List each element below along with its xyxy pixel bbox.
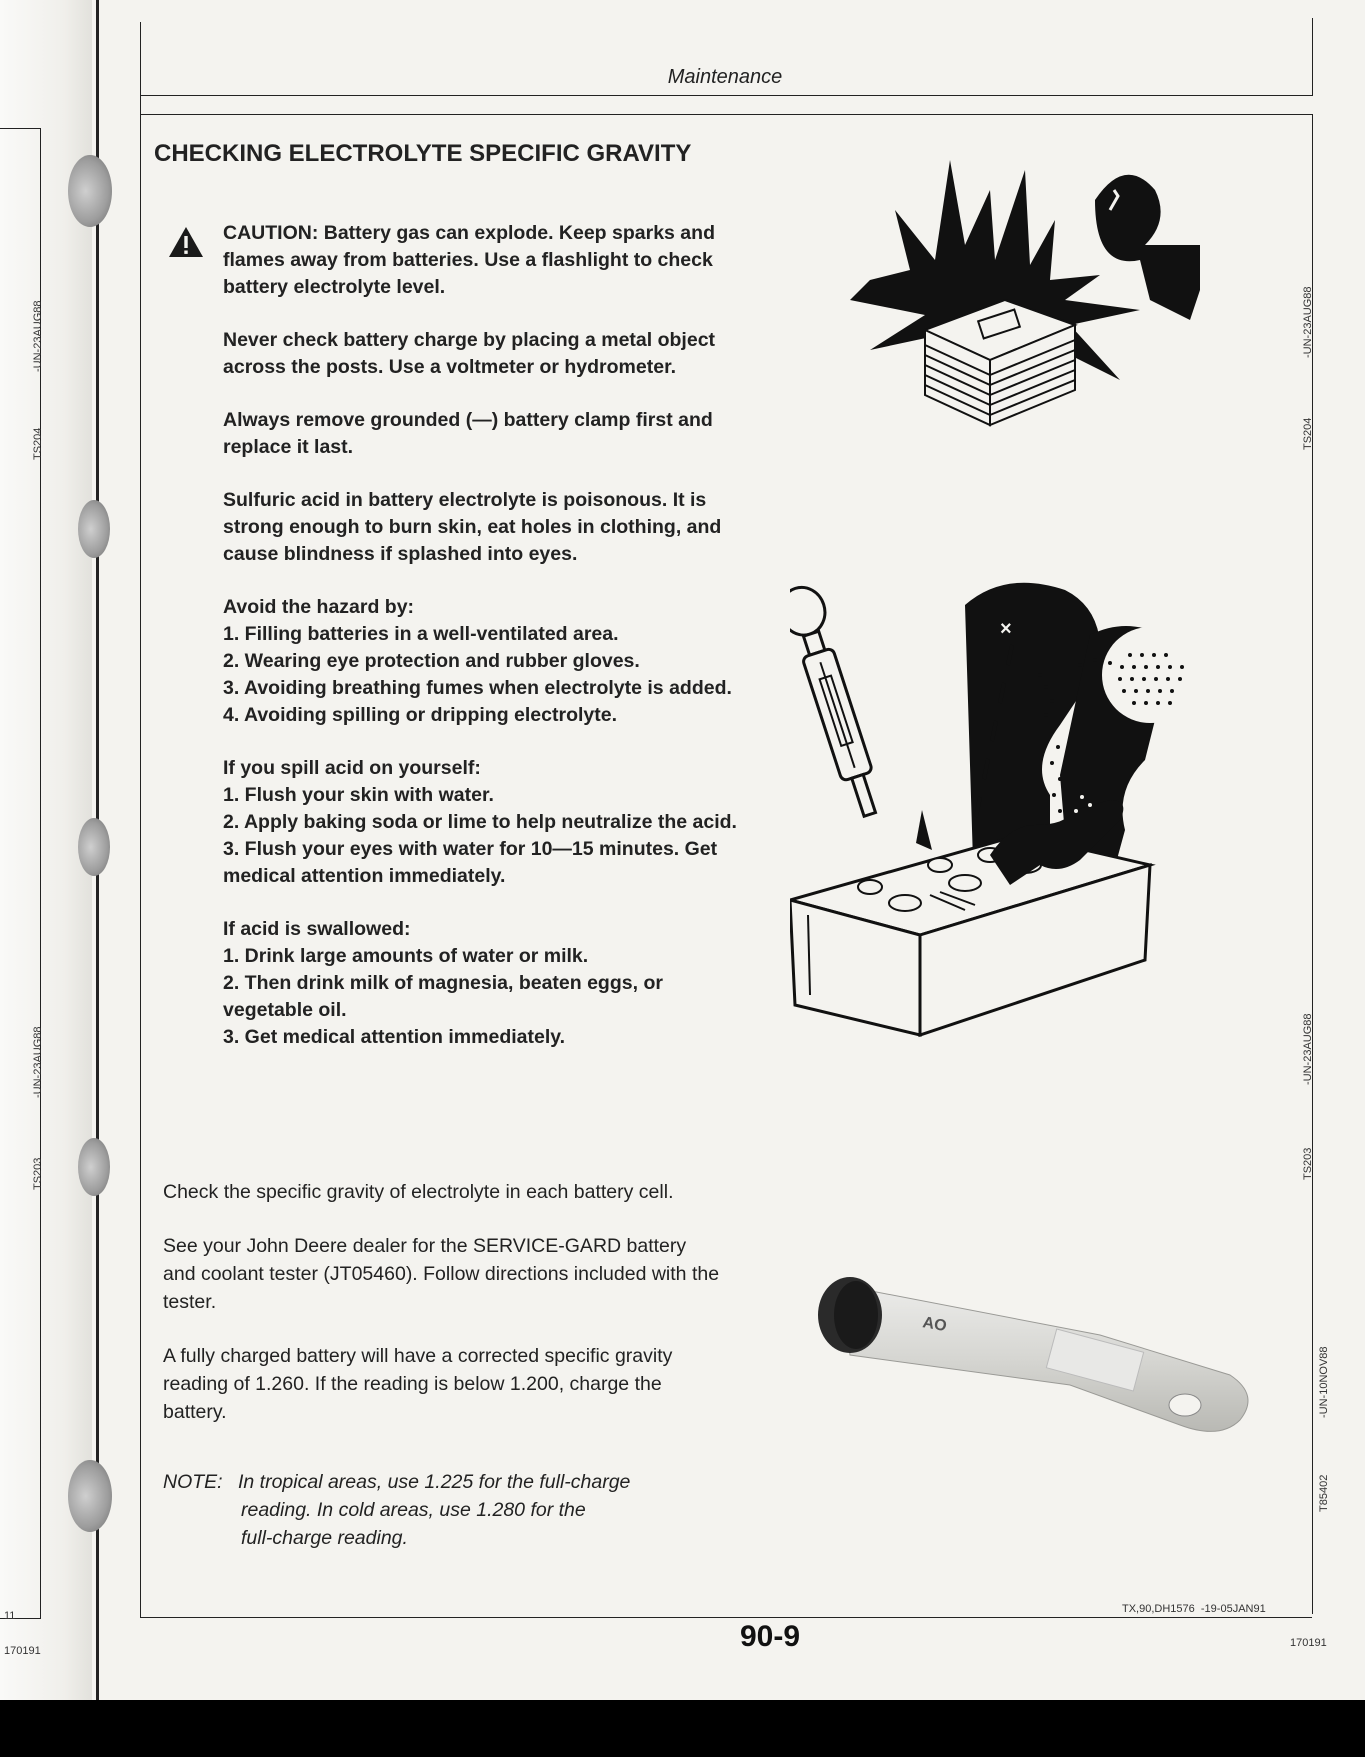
list-item: 3. Flush your eyes with water for 10—15 minutes. Get medical attention immediately. [223,838,718,887]
left-code-ts203: TS203 [32,1157,44,1190]
binder-hole [68,155,112,227]
body-paragraph: Check the specific gravity of electrolyte in each battery cell. [163,1181,674,1203]
note-line: In tropical areas, use 1.225 for the full-charge [238,1471,631,1493]
note-line: full-charge reading. [241,1527,408,1549]
avoid-hazard-title: Avoid the hazard by: [223,596,415,618]
body-paragraph: See your John Deere dealer for the SERVICE-GARD battery and coolant tester (JT05460). Follow directions included with the tester. [163,1235,720,1313]
swallowed-title: If acid is swallowed: [223,918,411,940]
caution-paragraph: Never check battery charge by placing a metal object across the posts. Use a voltmeter or hydrometer. [223,329,716,378]
caution-paragraph: CAUTION: Battery gas can explode. Keep sparks and flames away from batteries. Use a flashlight to check battery electrolyte level. [223,222,715,298]
left-code-un-2: -UN-23AUG88 [32,1026,44,1098]
body-text [163,1178,723,1452]
list-item: 2. Apply baking soda or lime to help neutralize the acid. [223,811,737,833]
list-item: 4. Avoiding spilling or dripping electrolyte. [223,704,618,726]
doc-code: TX,90,DH1576 -19-05JAN91 [1122,1603,1266,1615]
binder-hole [78,1138,110,1196]
caution-paragraph: Sulfuric acid in battery electrolyte is poisonous. It is strong enough to burn skin, eat holes in clothing, and cause blindness if splashed into eyes. [223,489,722,565]
binder-hole [68,1460,112,1532]
note-line: reading. In cold areas, use 1.280 for the [241,1499,586,1521]
tester-brand-label: AO [921,1314,948,1336]
header-rule [140,95,1312,96]
list-item: 3. Get medical attention immediately. [223,1026,566,1048]
caution-block [223,220,743,1051]
right-code-un-1: -UN-23AUG88 [1302,286,1314,358]
frame-left-inner [140,22,141,1617]
svg-text:×: × [1000,618,1012,640]
section-heading: CHECKING ELECTROLYTE SPECIFIC GRAVITY [154,140,692,167]
frame-left-tick-top [0,128,41,129]
left-small-top: 11 [4,1610,16,1622]
swallowed-list [223,916,743,1051]
bottom-bar [0,1700,1365,1757]
list-item: 1. Drink large amounts of water or milk. [223,945,589,967]
battery-coolant-tester-photo [810,1265,1270,1455]
left-code-ts204: TS204 [32,427,44,460]
right-small: 170191 [1290,1637,1327,1649]
right-code-t85402: T85402 [1318,1474,1330,1512]
note-block [163,1468,723,1552]
list-item: 2. Wearing eye protection and rubber gloves. [223,650,640,672]
list-item: 3. Avoiding breathing fumes when electrolyte is added. [223,677,732,699]
section-rule [140,114,1312,115]
footer-rule [140,1617,1312,1618]
left-code-un-1: -UN-23AUG88 [32,300,44,372]
left-small-bottom: 170191 [4,1645,41,1657]
list-item: 1. Flush your skin with water. [223,784,494,806]
battery-explosion-illustration [840,150,1200,450]
body-paragraph: A fully charged battery will have a corrected specific gravity reading of 1.260. If the reading is below 1.200, charge the battery. [163,1345,673,1423]
page-number: 90-9 [739,1620,801,1653]
spill-title: If you spill acid on yourself: [223,757,481,779]
list-item: 2. Then drink milk of magnesia, beaten eggs, or vegetable oil. [223,972,663,1021]
warning-triangle-icon [168,226,204,258]
binder-hole [78,818,110,876]
right-code-ts203: TS203 [1302,1147,1314,1180]
spill-list [223,755,743,890]
right-code-un-3: -UN-10NOV88 [1318,1346,1330,1418]
header-title: Maintenance [667,66,783,88]
caution-paragraph: Always remove grounded (—) battery clamp first and replace it last. [223,409,713,458]
right-code-ts204: TS204 [1302,417,1314,450]
list-item: 1. Filling batteries in a well-ventilated area. [223,623,619,645]
binder-hole [78,500,110,558]
right-code-un-2: -UN-23AUG88 [1302,1013,1314,1085]
note-label: NOTE: [163,1471,223,1493]
avoid-hazard-list [223,594,743,729]
frame-right-top [1312,18,1313,96]
hydrometer-battery-illustration [790,565,1290,1085]
